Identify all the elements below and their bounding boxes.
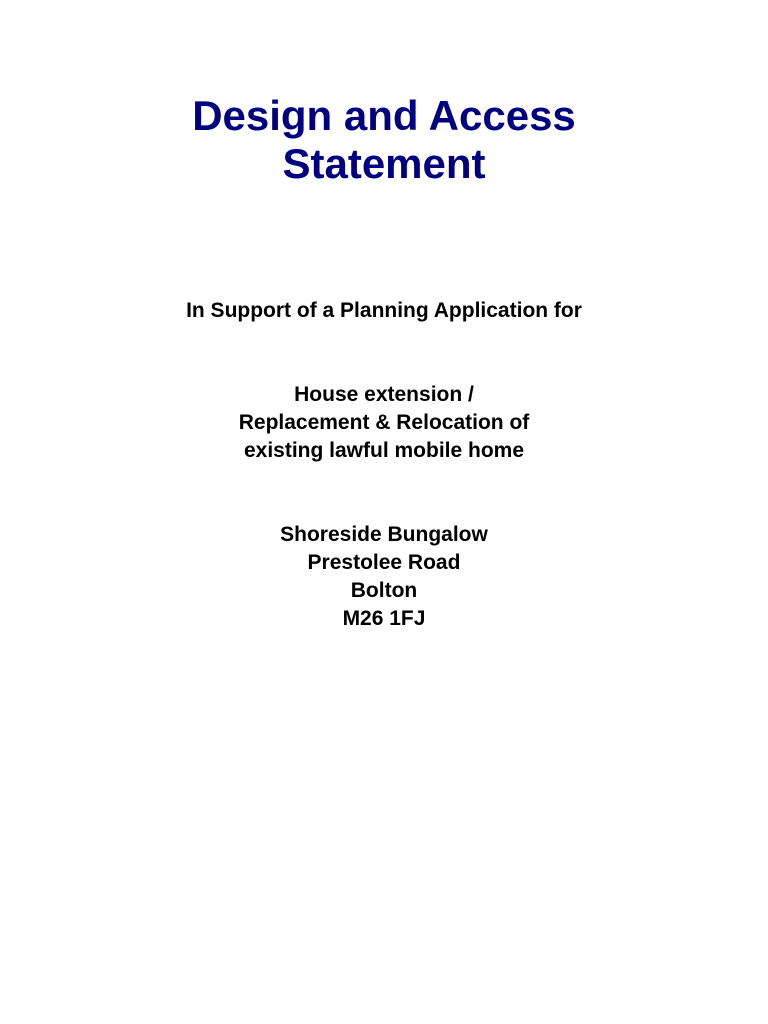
address-line-3: Bolton — [350, 579, 418, 602]
subtitle: In Support of a Planning Application for — [186, 299, 582, 322]
address-line-4: M26 1FJ — [342, 607, 426, 630]
proposal-line-1: House extension / — [294, 383, 474, 406]
document-title-line-2: Statement — [282, 140, 486, 187]
address-line-2: Prestolee Road — [307, 551, 461, 574]
document-title-line-1: Design and Access — [192, 92, 576, 139]
proposal-line-2: Replacement & Relocation of — [238, 411, 530, 434]
address-line-1: Shoreside Bungalow — [280, 523, 488, 546]
proposal-line-3: existing lawful mobile home — [243, 439, 525, 462]
